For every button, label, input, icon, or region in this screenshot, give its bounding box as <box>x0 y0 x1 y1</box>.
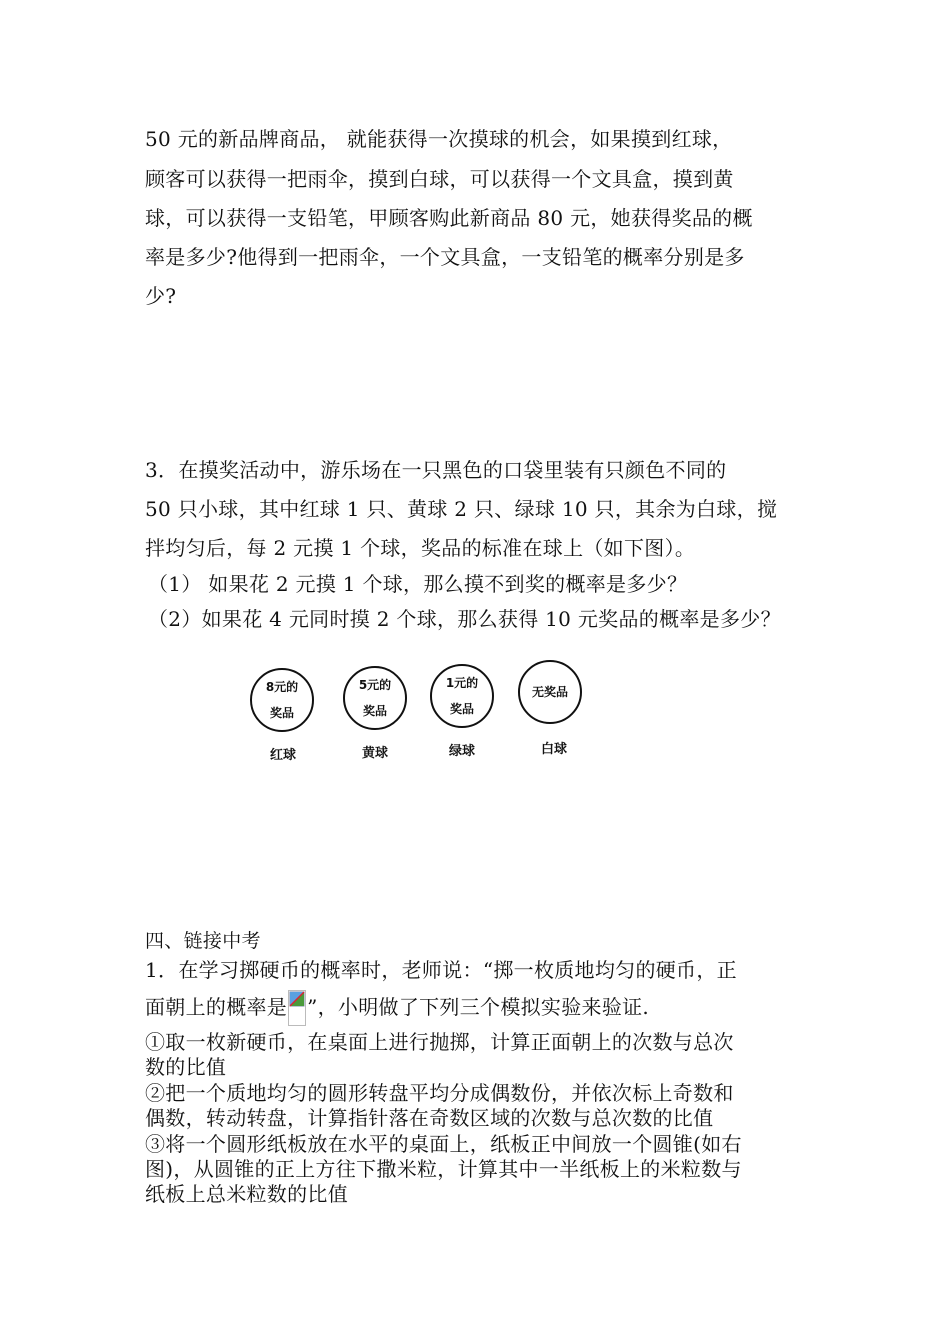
section4-item-2-line-1: ②把一个质地均匀的圆形转盘平均分成偶数份，并依次标上奇数和 <box>145 1081 734 1105</box>
problem2-line-5: 少? <box>145 284 177 308</box>
question-text-after-image: ”，小明做了下列三个模拟实验来验证. <box>307 995 650 1019</box>
ball-label-line1: 无奖品 <box>531 685 568 699</box>
ball-label-line2: 奖品 <box>269 706 294 720</box>
ball-name-green: 绿球 <box>449 744 476 759</box>
problem2-line-1: 50 元的新品牌商品， 就能获得一次摸球的机会，如果摸到红球， <box>145 127 733 151</box>
ball-name-yellow: 黄球 <box>362 746 389 761</box>
section4-item-1-line-2: 数的比值 <box>145 1055 227 1079</box>
section4-item-3-line-3: 纸板上总米粒数的比值 <box>145 1182 348 1206</box>
section4-question-1-line-2 <box>145 990 649 1026</box>
section4-item-3-line-2: 图)，从圆锥的正上方往下撒米粒，计算其中一半纸板上的米粒数与 <box>145 1157 742 1181</box>
problem3-question-2: （2）如果花 4 元同时摸 2 个球，那么获得 10 元奖品的概率是多少？ <box>148 607 781 631</box>
ball-label-line1: 8元的 <box>265 680 299 694</box>
green-ball <box>430 664 494 728</box>
ball-label-line2: 奖品 <box>449 702 474 716</box>
problem3-line-1: 3．在摸奖活动中，游乐场在一只黑色的口袋里装有只颜色不同的 <box>145 458 727 482</box>
section4-question-1-line-1: 1．在学习掷硬币的概率时，老师说：“掷一枚质地均匀的硬币，正 <box>145 958 737 982</box>
problem2-line-4: 率是多少?他得到一把雨伞，一个文具盒，一支铅笔的概率分别是多 <box>145 245 745 269</box>
ball-label-line2: 奖品 <box>362 704 387 718</box>
problem2-line-3: 球，可以获得一支铅笔，甲顾客购此新商品 80 元，她获得奖品的概 <box>145 206 753 230</box>
ball-label-line1: 5元的 <box>358 678 392 692</box>
section4-item-3-line-1: ③将一个圆形纸板放在水平的桌面上，纸板正中间放一个圆锥(如右 <box>145 1132 742 1156</box>
yellow-ball <box>343 666 407 730</box>
question-text-before-image: 面朝上的概率是 <box>145 995 288 1019</box>
ball-name-red: 红球 <box>270 748 297 763</box>
section4-item-1-line-1: ①取一枚新硬币，在桌面上进行抛掷，计算正面朝上的次数与总次 <box>145 1030 734 1054</box>
problem3-line-3: 拌均匀后，每 2 元摸 1 个球，奖品的标准在球上（如下图）。 <box>145 536 696 560</box>
red-ball <box>250 668 314 732</box>
problem3-line-2: 50 只小球，其中红球 1 只、黄球 2 只、绿球 10 只，其余为白球，搅 <box>145 497 778 521</box>
ball-label-line1: 1元的 <box>445 676 479 690</box>
section-heading: 四、链接中考 <box>145 930 261 952</box>
problem3-question-1: （1） 如果花 2 元摸 1 个球，那么摸不到奖的概率是多少？ <box>148 572 688 596</box>
broken-image-icon <box>288 990 306 1026</box>
problem2-line-2: 顾客可以获得一把雨伞，摸到白球，可以获得一个文具盒，摸到黄 <box>145 167 734 191</box>
section4-item-2-line-2: 偶数，转动转盘，计算指针落在奇数区域的次数与总次数的比值 <box>145 1106 714 1130</box>
ball-name-white: 白球 <box>541 742 568 757</box>
white-ball <box>518 660 582 724</box>
